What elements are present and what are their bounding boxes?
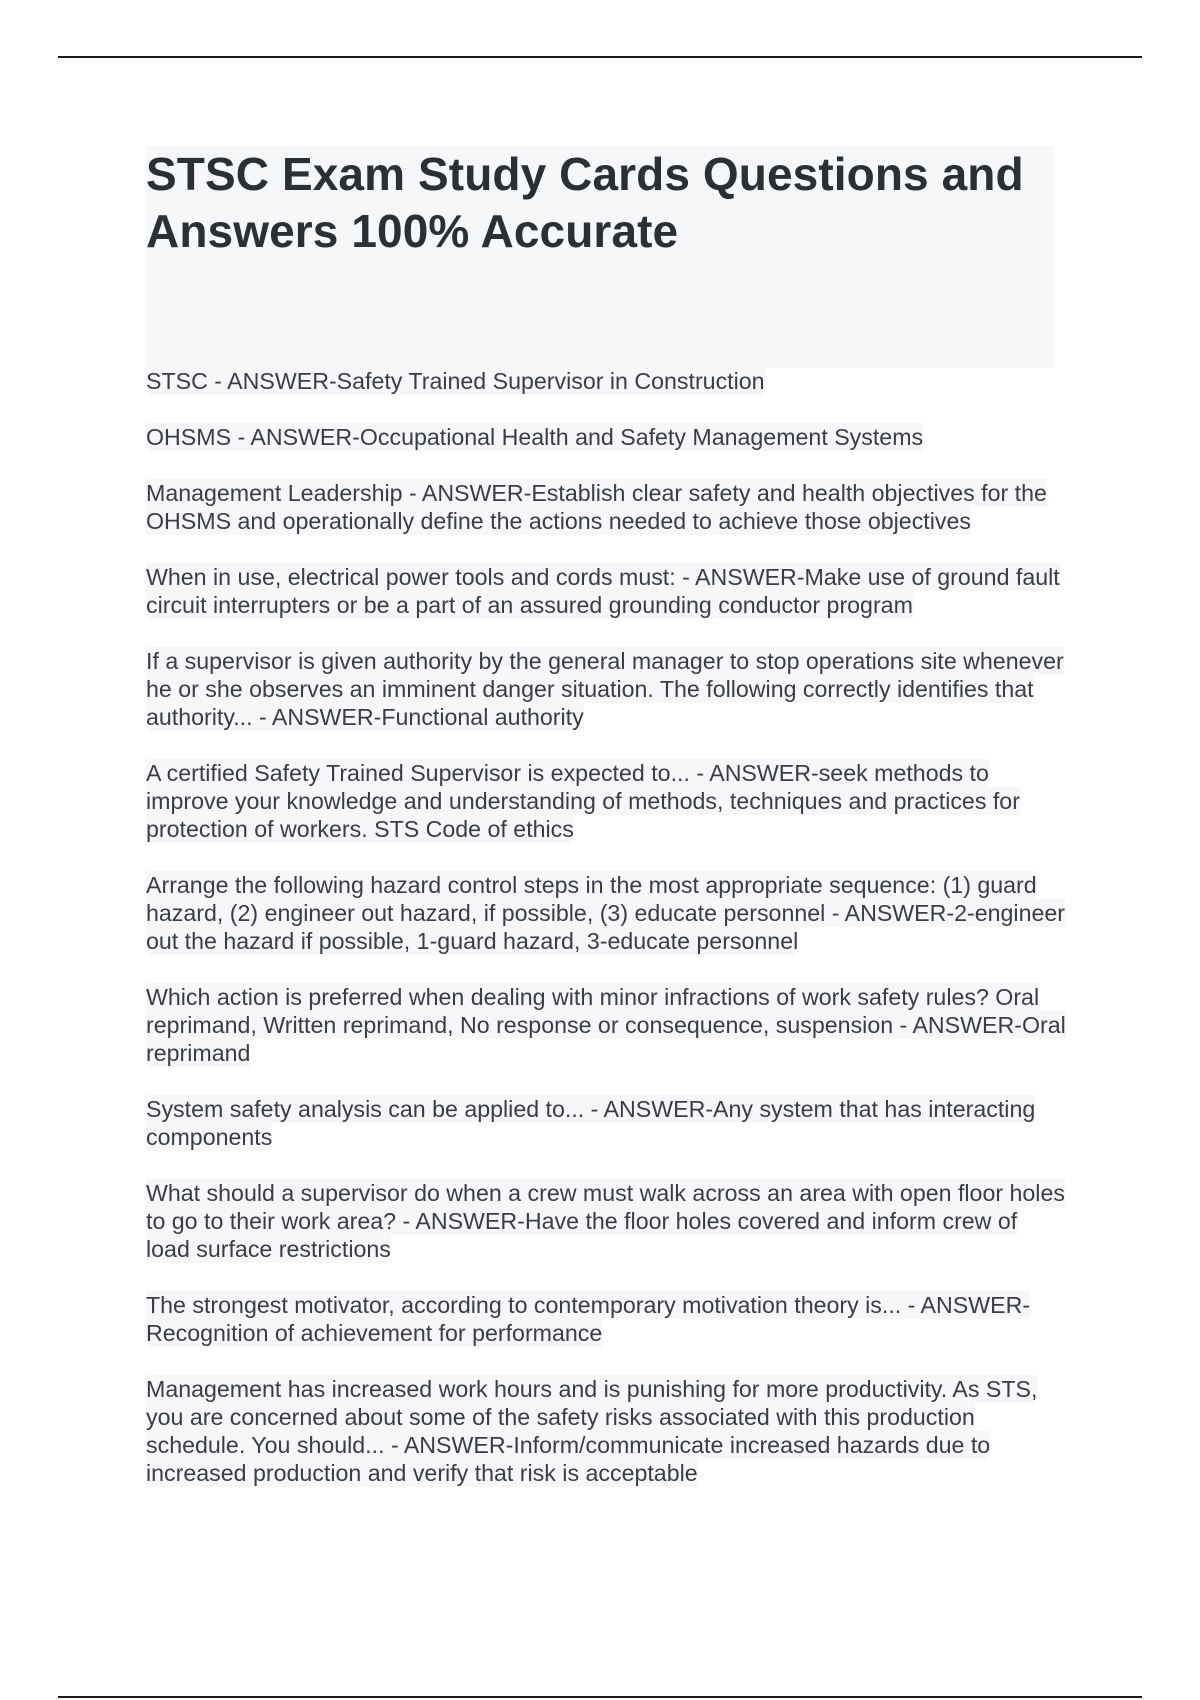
qa-item <box>146 871 1066 955</box>
qa-item-text: The strongest motivator, according to contemporary motivation theory is... - ANSWER-Recognition of achievement for performance <box>146 1292 1031 1346</box>
qa-item-text: System safety analysis can be applied to... - ANSWER-Any system that has interacting components <box>146 1096 1036 1150</box>
qa-item <box>146 647 1066 731</box>
qa-item <box>146 759 1066 843</box>
top-rule <box>58 56 1142 58</box>
qa-item <box>146 367 1066 395</box>
qa-item-text: STSC - ANSWER-Safety Trained Supervisor in Construction <box>146 368 765 394</box>
qa-item-text: What should a supervisor do when a crew must walk across an area with open floor holes to go to their work area? - ANSWER-Have the floor holes covered and inform crew of load surface restrictions <box>146 1180 1065 1262</box>
qa-item <box>146 983 1066 1067</box>
qa-item <box>146 479 1066 535</box>
document-title: STSC Exam Study Cards Questions and Answers 100% Accurate <box>146 148 1024 257</box>
qa-item <box>146 1179 1066 1263</box>
qa-item-text: If a supervisor is given authority by the general manager to stop operations site whenever he or she observes an imminent danger situation. The following correctly identifies that authority... - ANSWER-Functional authority <box>146 648 1064 730</box>
qa-item <box>146 423 1066 451</box>
qa-item <box>146 1291 1066 1347</box>
qa-item <box>146 1095 1066 1151</box>
qa-item-text: Management has increased work hours and is punishing for more productivity. As STS, you are concerned about some of the safety risks associated with this production schedule. You should... - ANSWER-Inform/communicate increased hazards due to increased production and verify that risk is acceptable <box>146 1376 1038 1486</box>
qa-list <box>146 367 1066 1515</box>
qa-item <box>146 1375 1066 1487</box>
qa-item-text: A certified Safety Trained Supervisor is expected to... - ANSWER-seek methods to improve your knowledge and understanding of methods, techniques and practices for protection of workers. STS Code of ethics <box>146 760 1020 842</box>
qa-item-text: Which action is preferred when dealing with minor infractions of work safety rules? Oral reprimand, Written reprimand, No response or consequence, suspension - ANSWER-Oral reprimand <box>146 984 1066 1066</box>
qa-item-text: OHSMS - ANSWER-Occupational Health and Safety Management Systems <box>146 424 924 450</box>
qa-item <box>146 563 1066 619</box>
qa-item-text: Management Leadership - ANSWER-Establish clear safety and health objectives for the OHSMS and operationally define the actions needed to achieve those objectives <box>146 480 1047 534</box>
bottom-rule <box>58 1696 1142 1698</box>
qa-item-text: Arrange the following hazard control steps in the most appropriate sequence: (1) guard hazard, (2) engineer out hazard, if possible, (3) educate personnel - ANSWER-2-engineer out the hazard if possible, 1-guard hazard, 3-educate personnel <box>146 872 1065 954</box>
title-block <box>146 146 1054 368</box>
qa-item-text: When in use, electrical power tools and cords must: - ANSWER-Make use of ground fault circuit interrupters or be a part of an assured grounding conductor program <box>146 564 1060 618</box>
